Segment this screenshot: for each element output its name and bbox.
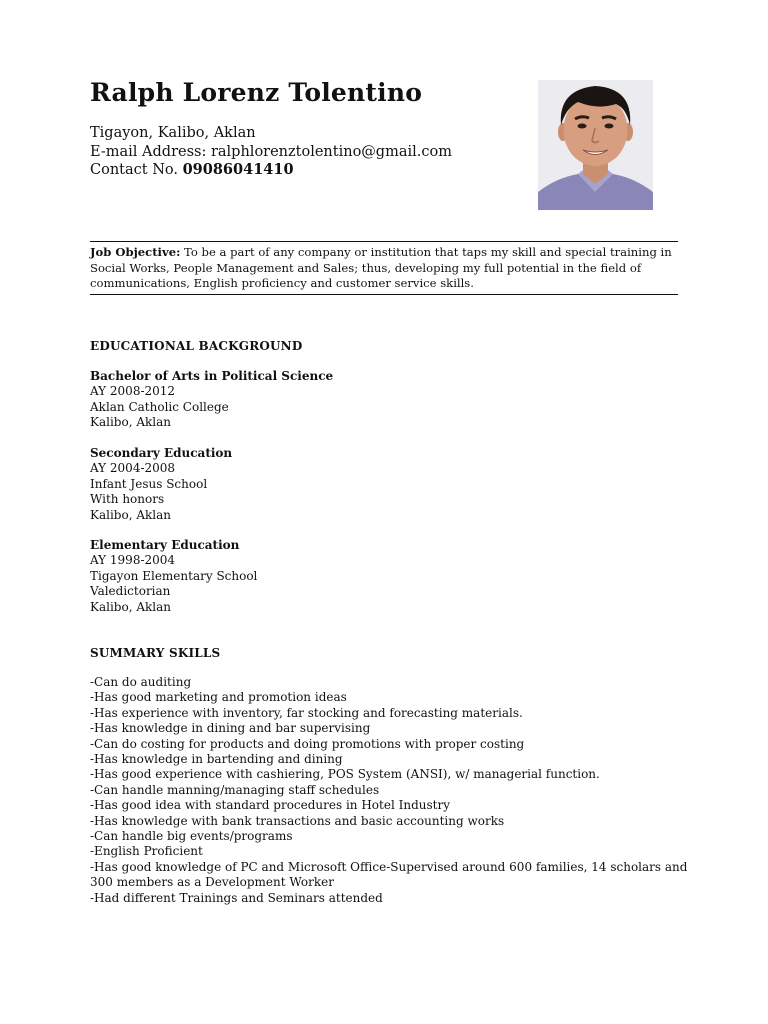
skill-item: -Has good marketing and promotion ideas	[90, 690, 347, 705]
skills-heading: SUMMARY SKILLS	[90, 646, 221, 660]
skill-item: -Has knowledge in bartending and dining	[90, 752, 343, 767]
degree-title: Bachelor of Arts in Political Science	[90, 369, 334, 383]
degree-title: Elementary Education	[90, 538, 240, 552]
entry-line: Kalibo, Aklan	[90, 599, 171, 614]
entry-line: With honors	[90, 492, 165, 507]
skill-item: -Has experience with inventory, far stocking and forecasting materials.	[90, 705, 523, 720]
contact-label: Contact No.	[90, 162, 178, 178]
address: Tigayon, Kalibo, Aklan	[90, 125, 256, 141]
skill-item: -Can do costing for products and doing promotions with proper costing	[90, 736, 525, 751]
email-line	[90, 143, 452, 162]
entry-line: AY 2008-2012	[90, 384, 176, 399]
skill-item: -Has good idea with standard procedures in Hotel Industry	[90, 798, 450, 813]
degree-title: Secondary Education	[90, 446, 233, 460]
skill-item: -Has knowledge with bank transactions and basic accounting works	[90, 813, 505, 828]
skill-item: -Has good experience with cashiering, POS System (ANSI), w/ managerial function.	[90, 767, 600, 782]
skill-item: -Can handle big events/programs	[90, 829, 293, 844]
entry-line: AY 1998-2004	[90, 553, 176, 568]
portrait-image	[538, 80, 653, 210]
entry-line: Aklan Catholic College	[90, 399, 229, 414]
education-entry	[90, 446, 232, 523]
job-objective	[90, 241, 678, 295]
objective-label: Job Objective:	[90, 245, 181, 259]
entry-line: Valedictorian	[90, 584, 171, 599]
objective-text: To be a part of any company or institution that taps my skill and special training in Social Works, People Management and Sales; thus, developing my full potential in the field of communications, English proficiency and customer service skills.	[90, 245, 672, 290]
skill-item: -Had different Trainings and Seminars attended	[90, 890, 383, 905]
contact-number: 09086041410	[182, 161, 294, 178]
education-entry	[90, 538, 257, 615]
skill-item: -Can do auditing	[90, 675, 192, 689]
entry-line: Kalibo, Aklan	[90, 507, 171, 522]
entry-line: AY 2004-2008	[90, 461, 176, 476]
education-heading: EDUCATIONAL BACKGROUND	[90, 339, 303, 353]
education-entry	[90, 369, 333, 431]
entry-line: Tigayon Elementary School	[90, 568, 258, 583]
applicant-name: Ralph Lorenz Tolentino	[90, 78, 423, 107]
skill-item: -English Proficient	[90, 844, 203, 859]
contact-info	[90, 124, 452, 180]
email-label: E-mail Address:	[90, 143, 207, 160]
entry-line: Kalibo, Aklan	[90, 415, 171, 430]
entry-line: Infant Jesus School	[90, 476, 208, 491]
profile-photo	[538, 80, 653, 210]
skill-item: -Has knowledge in dining and bar supervising	[90, 721, 371, 736]
skill-item: -Can handle manning/managing staff schedules	[90, 782, 380, 797]
email-address: ralphlorenztolentino@gmail.com	[210, 143, 452, 160]
contact-line	[90, 161, 452, 180]
skill-item: -Has good knowledge of PC and Microsoft Office-Supervised around 600 families, 14 scholars and 300 members as a Development Worker	[90, 859, 688, 890]
skills-list	[90, 675, 690, 906]
